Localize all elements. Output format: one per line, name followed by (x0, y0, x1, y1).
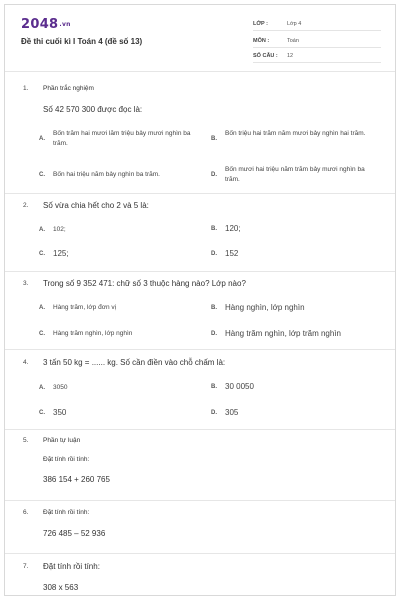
exam-header (5, 5, 395, 69)
question-divider (5, 500, 395, 501)
meta-class: LỚP : Lớp 4 (253, 17, 381, 31)
meta-subject: MÔN : Toán (253, 34, 381, 48)
question-divider (5, 193, 395, 194)
question-divider (5, 429, 395, 430)
question-divider (5, 553, 395, 554)
question-instruction: Đặt tính rồi tính: (43, 456, 90, 463)
option-a[interactable]: A. Bốn trăm hai mươi lăm triệu bảy mươi nghìn ba trăm. (39, 130, 191, 147)
question-text: Số vừa chia hết cho 2 và 5 là: (43, 201, 149, 210)
question-text: Số 42 570 300 được đọc là: (43, 105, 143, 114)
question-expression: 726 485 – 52 936 (43, 529, 106, 538)
site-logo[interactable]: 2048.vn (21, 17, 71, 32)
section-title: Phần trắc nghiệm (43, 85, 94, 92)
question-divider (5, 271, 395, 272)
option-d[interactable]: D. Bốn mươi hai triệu năm trăm bảy mươi nghìn ba trăm. (211, 166, 365, 183)
question-instruction: Đặt tính rồi tính: (43, 562, 100, 571)
exam-title: Đề thi cuối kì I Toán 4 (đề số 13) (21, 37, 143, 46)
question-text: Trong số 9 352 471: chữ số 3 thuộc hàng nào? Lớp nào? (43, 279, 246, 288)
question-divider (5, 349, 395, 350)
question-expression: 308 x 563 (43, 583, 79, 592)
exam-page: 2048.vn Đề thi cuối kì I Toán 4 (đề số 13) LỚP : Lớp 4 MÔN : Toán SỐ CÂU : 12 1. Phần trắc nghiệm Số 42 570 300 được đọc là: A. Bốn trăm hai mươi lăm triệu bảy mươi nghìn ba trăm. B. Bốn triệu hai trăm năm mươi bảy nghìn hai trăm. C. Bốn hai triệu năm bảy nghìn ba trăm. D. Bốn mươi hai triệu năm trăm bảy mươi nghìn ba trăm. 2. Số vừa chia hết cho 2 và 5 là: A. 102; B. 120; C. 125; D. 152 3. Trong số 9 352 471: chữ số 3 thuộc hàng nào? Lớp nào? A. Hàng trăm, lớp đơn vị B. Hàng nghìn, lớp nghìn C. Hàng trăm nghìn, lớp nghìn D. Hàng trăm nghìn, lớp trăm nghìn 4. 3 tấn 50 kg = ...... kg. Số cần điền vào chỗ chấm là: A. 3050 B. 30 0050 C. 350 D. 305 5. Phần tự luận Đặt tính rồi tính: 386 154 + 260 765 6. Đặt tính rồi tính: 726 485 – 52 936 7. Đặt tính rồi tính: 308 x 563 (4, 4, 396, 596)
meta-question-count: SỐ CÂU : 12 (253, 49, 381, 63)
question-expression: 386 154 + 260 765 (43, 475, 110, 484)
question-instruction: Đặt tính rồi tính: (43, 509, 90, 516)
question-text: 3 tấn 50 kg = ...... kg. Số cần điền vào chỗ chấm là: (43, 358, 226, 367)
header-divider (5, 71, 395, 72)
option-b[interactable]: B. Bốn triệu hai trăm năm mươi bảy nghìn hai trăm. (211, 130, 366, 142)
section-title: Phần tự luận (43, 437, 81, 444)
